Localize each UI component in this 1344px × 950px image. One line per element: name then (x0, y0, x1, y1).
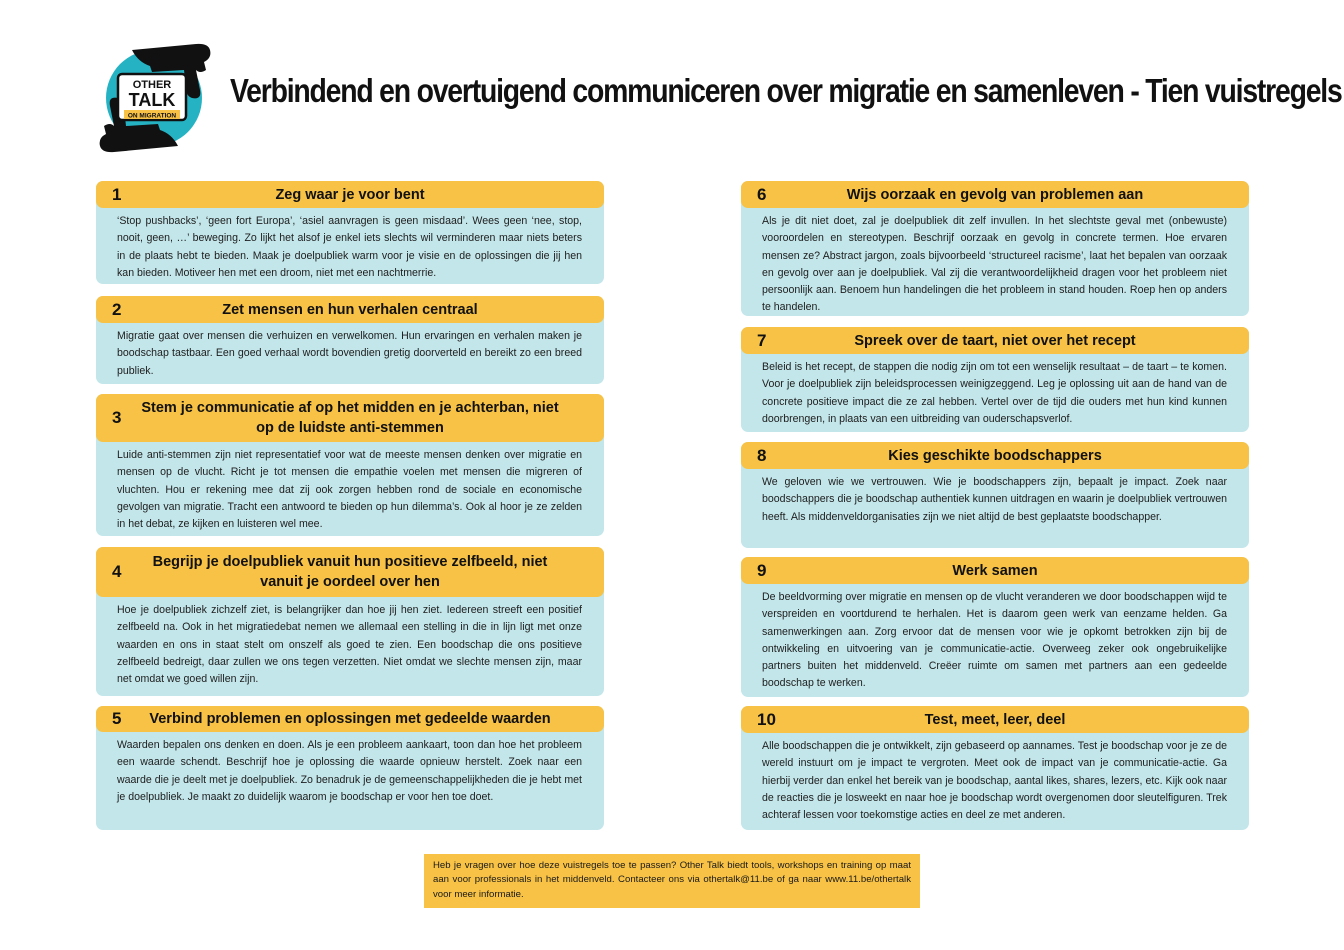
rule-text: Beleid is het recept, de stappen die nodig zijn om tot een wenselijk resultaat – de taart – te komen. Voor je doelpubliek zijn beleidsprocessen weinigzeggend. Leg je oplossing uit aan de hand van de concrete positieve impact die ze zal hebben. Vertel over de tijd die ouders met hun kind kunnen doorbrengen, in plaats van een uitbreiding van ouderschapsverlof. (762, 361, 1227, 425)
rule-title: Werk samen (952, 562, 1038, 579)
rule-title: Wijs oorzaak en gevolg van problemen aan (846, 186, 1144, 203)
rule-number: 5 (112, 709, 122, 728)
other-talk-logo (92, 40, 220, 156)
rule-text: We geloven wie we vertrouwen. Wie je boodschappers zijn, bepaalt je impact. Zoek naar boodschappers die je boodschap authentiek kunnen uitdragen en waarin je doelpubliek vertrouwen heeft. Als middenveldorganisaties zijn we niet altijd de best geplaatste boodschapper. (762, 476, 1227, 523)
rule-card-7 (741, 327, 1249, 432)
rule-number: 1 (112, 184, 122, 204)
rule-card-10 (741, 706, 1249, 830)
rule-header (96, 296, 604, 323)
rule-text: Als je dit niet doet, zal je doelpubliek dit zelf invullen. In het slechtste geval met (onbewuste) vooroordelen en stereotypen. Beschrijf oorzaak en gevolg in concrete termen. Hoe ervaren mensen ze? Abstract jargon, zoals bijvoorbeeld ‘structureel racisme’, laat het bepalen van oorzaak en gevolg over aan je doelpubliek. Val zij die verantwoordelijkheid dragen voor het probleem niet persoonlijk aan. Benoem hun handelingen die het probleem in stand houden. Roep hen op anders te handelen. (762, 215, 1227, 314)
logo-text-2: TALK (128, 90, 176, 110)
rule-title: Begrijp je doelpubliek vanuit hun positieve zelfbeeld, niet vanuit je oordeel over hen (152, 554, 548, 590)
rule-title: Test, meet, leer, deel (924, 711, 1066, 728)
rule-number: 8 (757, 445, 767, 465)
logo-text-3: ON MIGRATION (127, 112, 177, 120)
rule-text: Hoe je doelpubliek zichzelf ziet, is belangrijker dan hoe jij hen ziet. Iedereen streeft een positief zelfbeeld na. Ook in het migratiedebat nemen we allemaal een stelling in die in lijn ligt met onze waarden en ons in staat stelt om onszelf als goed te zien. Een boodschap die ons positieve zelfbeeld bedreigt, daar zullen we ons tegen verzetten. Niet omdat we slechte mensen zijn, maar net omdat we goed willen zijn. (117, 604, 582, 686)
logo-text-1: OTHER (132, 79, 172, 91)
rule-card-4 (96, 547, 604, 696)
rule-header (96, 706, 604, 732)
rule-number: 9 (757, 560, 767, 580)
rule-text: De beeldvorming over migratie en mensen op de vlucht veranderen we door boodschappen wijd te verspreiden en voortdurend te herhalen. Het is daarom geen werk van eenzame helden. Ga samenwerkingen aan. Zorg ervoor dat de mensen voor wie je opkomt betrokken zijn bij de ontwikkeling en uitvoering van je communicatie-actie. Overweeg zeker ook ongebruikelijke partners buiten het middenveld. Creëer ruimte om samen met partners aan een gedeelde boodschap te werken. (762, 591, 1227, 690)
rule-number: 6 (757, 184, 767, 204)
rule-header (96, 394, 604, 442)
rule-header (741, 706, 1249, 733)
rule-title: Kies geschikte boodschappers (888, 447, 1102, 464)
rule-title: Stem je communicatie af op het midden en je achterban, niet op de luidste anti-stemmen (141, 400, 559, 436)
rule-card-9 (741, 557, 1249, 697)
rule-card-6 (741, 181, 1249, 316)
rule-text: Alle boodschappen die je ontwikkelt, zijn gebaseerd op aannames. Test je boodschap voor je ze de wereld instuurt om je impact te vergroten. Meet ook de impact van je communicatie-actie. Ga hierbij verder dan enkel het bereik van je boodschap, aantal likes, shares, lezers, etc. Kijk ook naar de reacties die je losweekt en naar hoe je boodschap wordt overgenomen door sleutelfiguren. Trek achteraf lessen voor toekomstige acties en deel ze met anderen. (762, 740, 1227, 822)
rule-number: 4 (112, 562, 122, 581)
rule-text: Waarden bepalen ons denken en doen. Als je een probleem aankaart, toon dan hoe het probleem een waarde schendt. Beschrijf hoe je oplossing die waarde opnieuw herstelt. Zoek naar een waarde die je deelt met je doelpubliek. Zo benadruk je de gemeenschappelijkheden die je hebt met je doelpubliek. Je maakt zo duidelijk waarom je boodschap er voor hen toe doet. (117, 739, 582, 803)
contact-footer: Heb je vragen over hoe deze vuistregels toe te passen? Other Talk biedt tools, workshops en training op maat aan voor professionals in het middenveld. Contacteer ons via othertalk@11.be of ga naar www.11.be/othertalk voor meer informatie. (424, 854, 920, 908)
rule-title: Zet mensen en hun verhalen centraal (222, 301, 478, 318)
page-title: Verbindend en overtuigend communiceren over migratie en samenleven - Tien vuistregels (230, 72, 1342, 109)
rule-title: Verbind problemen en oplossingen met gedeelde waarden (149, 711, 551, 727)
rule-header (741, 557, 1249, 584)
rule-card-1 (96, 181, 604, 284)
rule-card-2 (96, 296, 604, 384)
rule-header (741, 442, 1249, 469)
rule-title: Spreek over de taart, niet over het recept (854, 332, 1136, 349)
rule-text: Migratie gaat over mensen die verhuizen en verwelkomen. Hun ervaringen en verhalen maken je boodschap tastbaar. Een goed verhaal wordt bovendien gretig doorverteld en bereikt zo een breed publiek. (117, 330, 582, 377)
rule-card-3 (96, 394, 604, 536)
rule-text: Luide anti-stemmen zijn niet representatief voor wat de meeste mensen denken over migratie en mensen op de vlucht. Richt je tot mensen die empathie voelen met mensen die migreren of vluchten. Hou er rekening mee dat zij ook zorgen hebben rond de sociale en economische gevolgen van migratie. Tracht een antwoord te bieden op hun dilemma’s. Ook al hoor je ze zelden in het debat, ze kijken en luisteren wel mee. (117, 449, 582, 531)
rule-card-8 (741, 442, 1249, 548)
rule-number: 7 (757, 330, 767, 350)
rule-title: Zeg waar je voor bent (275, 186, 425, 203)
rule-number: 2 (112, 299, 122, 319)
rule-header (96, 547, 604, 597)
rule-text: ‘Stop pushbacks’, ‘geen fort Europa’, ‘asiel aanvragen is geen misdaad’. Wees geen ‘nee, stop, nooit, geen, …’ beweging. Zo lijkt het alsof je enkel iets slechts wil verminderen maar niets beters in de plaats hebt te bieden. Maak je doelpubliek warm voor je visie en de oplossingen die jij hen kan bieden. Motiveer hen met een droom, niet met een nachtmerrie. (117, 215, 582, 279)
rule-header (741, 327, 1249, 354)
rule-header (96, 181, 604, 208)
rule-number: 10 (757, 709, 776, 729)
rule-header (741, 181, 1249, 208)
rule-number: 3 (112, 408, 122, 427)
rule-card-5 (96, 706, 604, 830)
